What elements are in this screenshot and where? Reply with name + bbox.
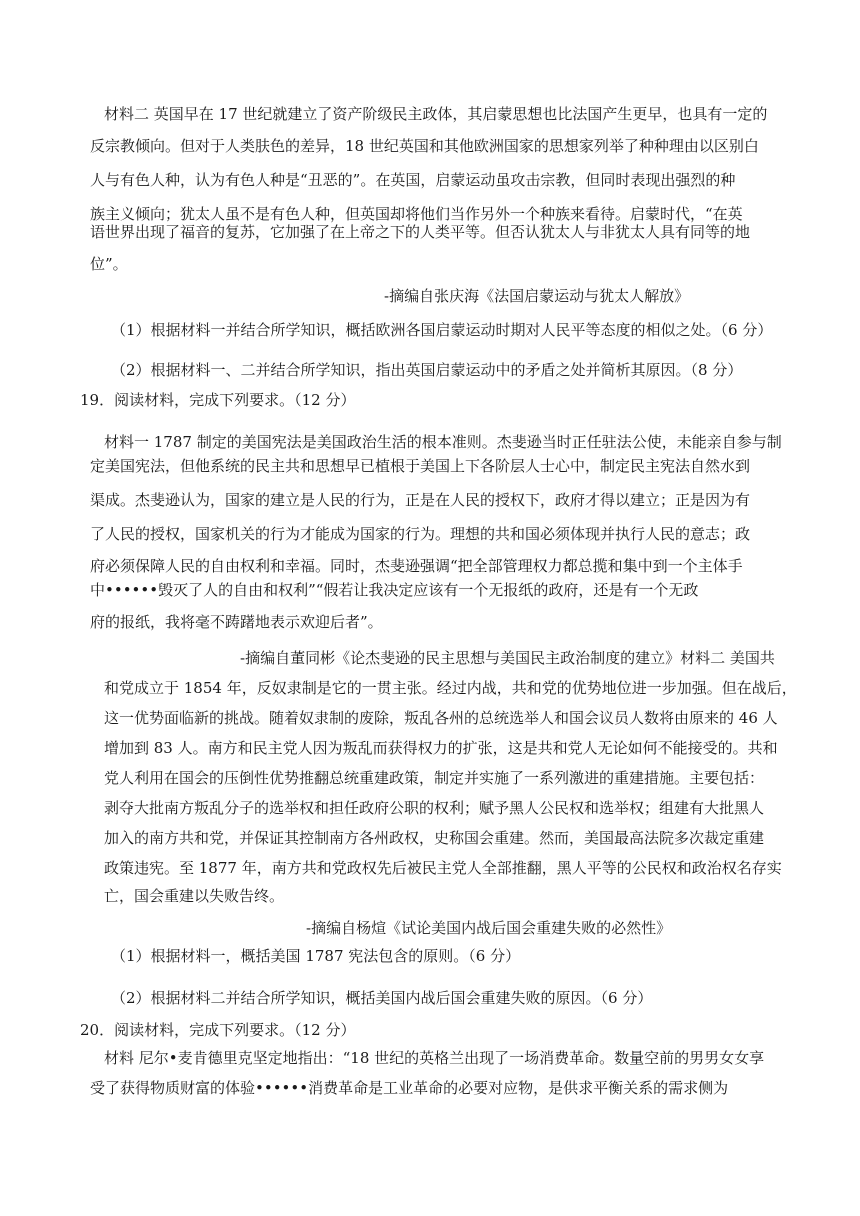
paragraph-line: 府的报纸，我将毫不踌躇地表示欢迎后者”。	[90, 613, 383, 631]
subquestion: （2）根据材料二并结合所学知识，概括美国内战后国会重建失败的原因。（6 分）	[111, 989, 653, 1007]
paragraph-line: 亡，国会重建以失败告终。	[104, 887, 285, 905]
subquestion: （1）根据材料一并结合所学知识，概括欧洲各国启蒙运动时期对人民平等态度的相似之处。（6 分）	[111, 321, 773, 339]
subquestion: （2）根据材料一、二并结合所学知识，指出英国启蒙运动中的矛盾之处并简析其原因。（8 分）	[111, 361, 743, 379]
paragraph-line: 渠成。杰斐逊认为，国家的建立是人民的行为，正是在人民的授权下，政府才得以建立；正是因为有	[90, 491, 751, 509]
paragraph-line: 中••••••毁灭了人的自由和权利”“假若让我决定应该有一个无报纸的政府，还是有一个无政	[90, 581, 699, 599]
paragraph-line: 这一优势面临新的挑战。随着奴隶制的废除，叛乱各州的总统选举人和国会议员人数将由原来的 46 人	[104, 709, 778, 727]
paragraph-line: 党人利用在国会的压倒性优势推翻总统重建政策，制定并实施了一系列激进的重建措施。主要包括：	[104, 769, 765, 787]
paragraph-line: 材料二 英国早在 17 世纪就建立了资产阶级民主政体，其启蒙思想也比法国产生更早，也具有一定的	[104, 105, 768, 123]
source-citation: -摘编自杨煊《试论美国内战后国会重建失败的必然性》	[306, 919, 672, 937]
paragraph-line: 和党成立于 1854 年，反奴隶制是它的一贯主张。经过内战，共和党的优势地位进一步加强。但在战后，	[104, 679, 797, 697]
paragraph-line: 位”。	[90, 255, 128, 273]
paragraph-line: 政策违宪。至 1877 年，南方共和党政权先后被民主党人全部推翻，黑人平等的公民权和政治权名存实	[104, 859, 782, 877]
question-20-header: 20．阅读材料，完成下列要求。（12 分）	[80, 1021, 356, 1039]
paragraph-line: 了人民的授权，国家机关的行为才能成为国家的行为。理想的共和国必须体现并执行人民的意志；政	[90, 525, 751, 543]
paragraph-line: 府必须保障人民的自由权利和幸福。同时，杰斐逊强调“把全部管理权力都总揽和集中到一个主体手	[90, 557, 743, 575]
paragraph-line: 语世界出现了福音的复苏，它加强了在上帝之下的人类平等。但否认犹太人与非犹太人具有同等的地	[90, 223, 751, 241]
question-19-header: 19．阅读材料，完成下列要求。（12 分）	[80, 391, 356, 409]
paragraph-line: 族主义倾向；犹太人虽不是有色人种，但英国却将他们当作另外一个种族来看待。启蒙时代，“在英	[90, 205, 743, 223]
paragraph-line: 增加到 83 人。南方和民主党人因为叛乱而获得权力的扩张，这是共和党人无论如何不能接受的。共和	[104, 739, 778, 757]
paragraph-line: 材料一 1787 制定的美国宪法是美国政治生活的根本准则。杰斐逊当时正任驻法公使，未能亲自参与制	[104, 433, 782, 451]
paragraph-line: 人与有色人种，认为有色人种是“丑恶的”。在英国，启蒙运动虽攻击宗教，但同时表现出强烈的种	[90, 171, 736, 189]
subquestion: （1）根据材料一，概括美国 1787 宪法包含的原则。（6 分）	[111, 947, 521, 965]
paragraph-line: 加入的南方共和党，并保证其控制南方各州政权，史称国会重建。然而，美国最高法院多次裁定重建	[104, 829, 765, 847]
paragraph-line: -摘编自董同彬《论杰斐逊的民主思想与美国民主政治制度的建立》材料二 美国共	[240, 649, 775, 667]
paragraph-line: 定美国宪法，但他系统的民主共和思想早已植根于美国上下各阶层人士心中，制定民主宪法自然水到	[90, 457, 751, 475]
paragraph-line: 受了获得物质财富的体验••••••消费革命是工业革命的必要对应物，是供求平衡关系的需求侧为	[90, 1079, 729, 1097]
paragraph-line: 剥夺大批南方叛乱分子的选举权和担任政府公职的权利；赋予黑人公民权和选举权；组建有大批黑人	[104, 799, 765, 817]
paragraph-line: 材料 尼尔•麦肯德里克坚定地指出：“18 世纪的英格兰出现了一场消费革命。数量空前的男男女女享	[104, 1049, 765, 1067]
source-citation: -摘编自张庆海《法国启蒙运动与犹太人解放》	[384, 287, 690, 305]
paragraph-line: 反宗教倾向。但对于人类肤色的差异，18 世纪英国和其他欧洲国家的思想家列举了种种理由以区别白	[90, 137, 759, 155]
